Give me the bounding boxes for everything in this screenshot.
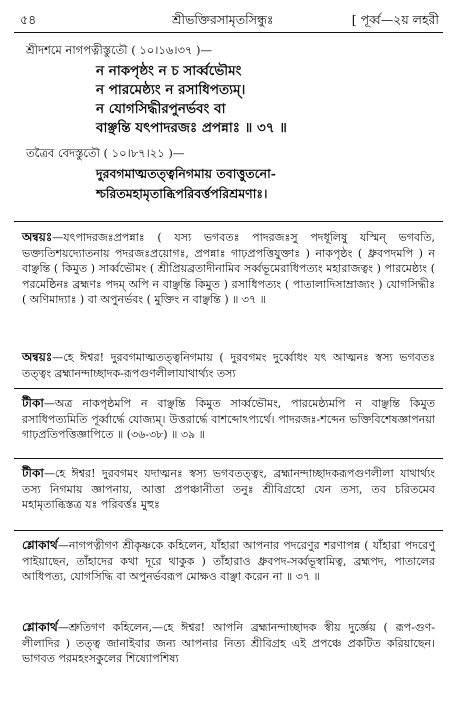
page-header — [14, 6, 443, 33]
tika-paragraph-1 — [22, 396, 435, 443]
divider-rule — [14, 221, 443, 222]
verse-2-line-2: শ্চরিতমহামৃতাব্ধিপরিবর্ত্তপরিশ্রমণাঃ। — [96, 186, 268, 201]
tika-label: টীকা — [22, 466, 44, 480]
page-number: ৫৪ — [20, 12, 37, 27]
anvaya-text: —হে ঈশ্বর! দুরবগমাত্মতত্ত্বনিগমায় ( দুরবগমং দুর্ব্বোধং যৎ আত্মনঃ স্বস্য ভগবতঃ তত্ত্বং ব্রহ্মানন্দাচ্ছাদক-রূপগুণলীলাযাথার্থ্যং তস্য — [22, 351, 435, 380]
verse-1-line-4: বাঞ্ছন্তি যৎপাদরজঃ প্রপন্নাঃ ॥ ৩৭ ॥ — [96, 120, 287, 136]
sloka-text: —নাগপত্নীগণ শ্রীকৃষ্ণকে কহিলেন, যাঁহারা আপনার পদরেণুর শরণাপন্ন ( যাঁহারা পদরেণু পাইয়াছেন, তাঁহাদের কথা দূরে থাকুক ) তাঁহারাও ধ্রুবপদ-সর্ব্বভূস্বামিত্ব, ব্রহ্মপদ, পাতালের আধিপত্য, যোগসিদ্ধি বা অপুনর্ভবরূপ মোক্ষও বাঞ্ছা করেন না ॥ ৩৭ ॥ — [22, 539, 435, 584]
verse-1-line-1: ন নাকপৃষ্ঠং ন চ সার্ব্বভৌমং — [96, 63, 242, 79]
anvaya-label: অন্বয়ঃ — [22, 230, 53, 244]
anvaya-paragraph-1 — [22, 230, 435, 308]
sloka-label: শ্লোকার্থ — [22, 620, 58, 634]
anvaya-text: —যৎপাদরজঃপ্রপন্নাঃ ( যস্য ভগবতঃ পাদরজঃসু পদধূলিষু যস্মিন্ ভগবতি, ভক্ত্যতিশয়দ্যোতনায় পদরজঃপ্রয়োগঃ, প্রপন্নাঃ গাঢ়প্রপত্তিযুক্তাঃ ) নাকপৃষ্ঠং ( ধ্রুবপদমপি ) ন বাঞ্ছন্তি ( কিমুত ) সার্ব্বভৌমং ( শ্রীপ্রিয়ব্রতাদীনামিব সর্ব্বভূমেরাধিপত্যং মহারাজত্বং ) পারমেষ্ঠ্যং ( পরমেষ্ঠিনঃ ব্রহ্মণঃ পদম্ অপি ন বাঞ্ছন্তি কিমুত ) রসাধিপত্যং ( পাতালাদিসাম্রাজ্যং ) যোগসিদ্ধীঃ ( অণিমাদ্যাঃ ) বা অপুনর্ভবং ( মুক্তিং ন বাঞ্ছন্তি ) ॥ ৩৭ ॥ — [22, 231, 435, 307]
verse-2-line-1: দুরবগমাত্মতত্ত্বনিগমায় তবাত্তুতনো- — [96, 166, 276, 181]
tika-text: —হে ঈশ্বর! দুরবগমং যদাত্মনঃ স্বস্য ভগবতত্ত্বং, ব্রহ্মানন্দাচ্ছাদকরূপগুণলীলা যাথার্থ্যং তস্য নিগমায় জ্ঞাপনায়, আত্তা প্রপঞ্চানীতা তনুঃ শ্রীবিগ্রহো যেন তস্য, তব চরিতমেব মহামৃতাব্ধিস্তত্র যঃ পরিবর্ত্তঃ মুহুঃ — [22, 467, 435, 512]
tika-label: টীকা — [22, 396, 44, 410]
chapter-marker: [ পূর্ব্ব—২য় লহরী — [351, 12, 439, 27]
anvaya-paragraph-2 — [22, 350, 435, 381]
sloka-paragraph-1 — [22, 538, 435, 585]
sloka-paragraph-2 — [22, 620, 435, 667]
running-title: শ্রীভক্তিরসামৃতসিন্ধুঃ — [172, 12, 274, 27]
verse-1-line-2: ন পারমেষ্ঠ্যং ন রসাধিপত্যম্। — [96, 82, 246, 98]
verse-reference-2: তত্রৈব বেদস্তুতৌ ( ১০।৮৭।২১ )— — [26, 146, 185, 160]
divider-rule — [14, 530, 443, 531]
tika-paragraph-2 — [22, 466, 435, 513]
verse-1-line-3: ন যোগসিদ্ধীরপুনর্ভবং বা — [96, 101, 226, 117]
tika-text: —অত্র নাকপৃষ্ঠমপি ন বাঞ্ছন্তি কিমুত সার্ব্বভৌমং, পারমেষ্ঠ্যমপি ন বাঞ্ছন্তি কিমুত রসাধিপত্যমিতি পূর্ব্বার্দ্ধে যোজ্যম্। উত্তরার্দ্ধে বাশব্দোঽপ্যর্থে। পাদরজঃ-শব্দেন ভক্তিবিশেষজ্ঞাপনয়া গাঢ়প্রতিপত্তিজ্ঞাপিতে ॥ (৩৬-৩৮) ॥ ৩৯ ॥ — [22, 397, 435, 442]
divider-rule — [14, 458, 443, 459]
anvaya-label: অন্বয়ঃ — [22, 350, 53, 364]
sloka-label: শ্লোকার্থ — [22, 538, 58, 552]
sloka-text: —শ্রুতিগণ কহিলেন,—হে ঈশ্বর! আপনি ব্রহ্মানন্দাচ্ছাদক স্বীয় দুর্জ্ঞেয় ( রূপ-গুণ-লীলাদির ) তত্ত্ব জানাইবার জন্য আপনার নিত্য শ্রীবিগ্রহ এই প্রপঞ্চে প্রকটিত করিয়াছেন। ভাগবত পরমহংসকুলের শিষ্যোপশিষ্য — [22, 621, 435, 666]
divider-rule — [14, 388, 443, 389]
verse-reference-1: শ্রীদশমে নাগপত্নীস্তুতৌ ( ১০।১৬।৩৭ )— — [26, 43, 213, 57]
